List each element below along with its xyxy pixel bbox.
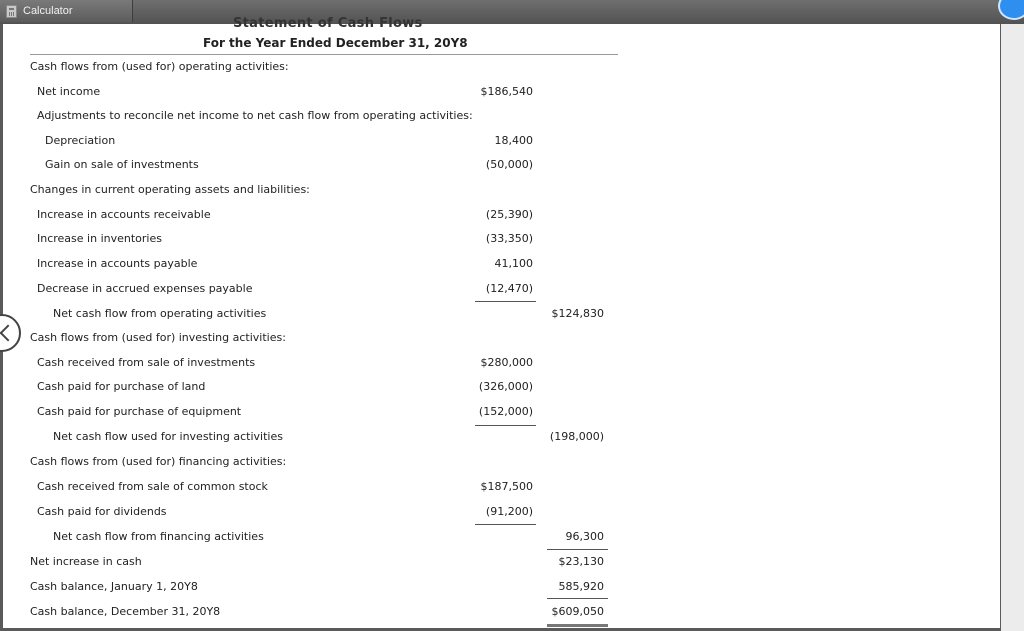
row-accrued-expenses: Decrease in accrued expenses payable (12,470) [37,282,533,295]
total-rule [547,549,608,550]
section-header-financing: Cash flows from (used for) financing activities: [30,455,287,468]
row-net-investing: Net cash flow used for investing activities (198,000) [53,430,604,443]
row-changes-header: Changes in current operating assets and liabilities: [30,183,310,196]
row-net-financing: Net cash flow from financing activities 96,300 [53,530,604,543]
subtotal-rule [475,425,536,426]
row-accounts-receivable: Increase in accounts receivable (25,390) [37,208,533,221]
row-sale-of-investments: Cash received from sale of investments $280,000 [37,356,533,369]
total-rule [547,598,608,599]
subtotal-rule [475,524,536,525]
title-divider [30,54,618,55]
row-depreciation: Depreciation 18,400 [45,134,533,147]
row-gain-on-sale: Gain on sale of investments (50,000) [45,158,533,171]
right-panel-edge [1001,24,1024,631]
row-purchase-land: Cash paid for purchase of land (326,000) [37,380,533,393]
row-inventories: Increase in inventories (33,350) [37,232,533,245]
top-bar [0,0,1024,24]
row-cash-december: Cash balance, December 31, 20Y8 $609,050 [30,605,604,618]
subtotal-rule [475,301,536,302]
calculator-tab[interactable] [0,0,133,22]
row-accounts-payable: Increase in accounts payable 41,100 [37,257,533,270]
row-net-income: Net income $186,540 [37,85,533,98]
row-purchase-equipment: Cash paid for purchase of equipment (152,000) [37,405,533,418]
statement-title: Statement of Cash Flows [233,16,423,31]
double-total-rule [547,624,608,627]
row-net-increase: Net increase in cash $23,130 [30,555,604,568]
calculator-tab-label: Calculator [23,5,73,17]
section-header-investing: Cash flows from (used for) investing activities: [30,331,286,344]
row-common-stock: Cash received from sale of common stock $187,500 [37,480,533,493]
help-icon[interactable] [998,0,1024,20]
statement-subtitle: For the Year Ended December 31, 20Y8 [203,36,468,50]
row-net-operating: Net cash flow from operating activities $124,830 [53,307,604,320]
row-dividends: Cash paid for dividends (91,200) [37,505,533,518]
section-header-operating: Cash flows from (used for) operating activities: [30,60,289,73]
cash-flow-statement [3,16,1000,628]
row-adjustments-header: Adjustments to reconcile net income to net cash flow from operating activities: [37,109,473,122]
calculator-icon [6,5,17,18]
row-cash-january: Cash balance, January 1, 20Y8 585,920 [30,580,604,593]
